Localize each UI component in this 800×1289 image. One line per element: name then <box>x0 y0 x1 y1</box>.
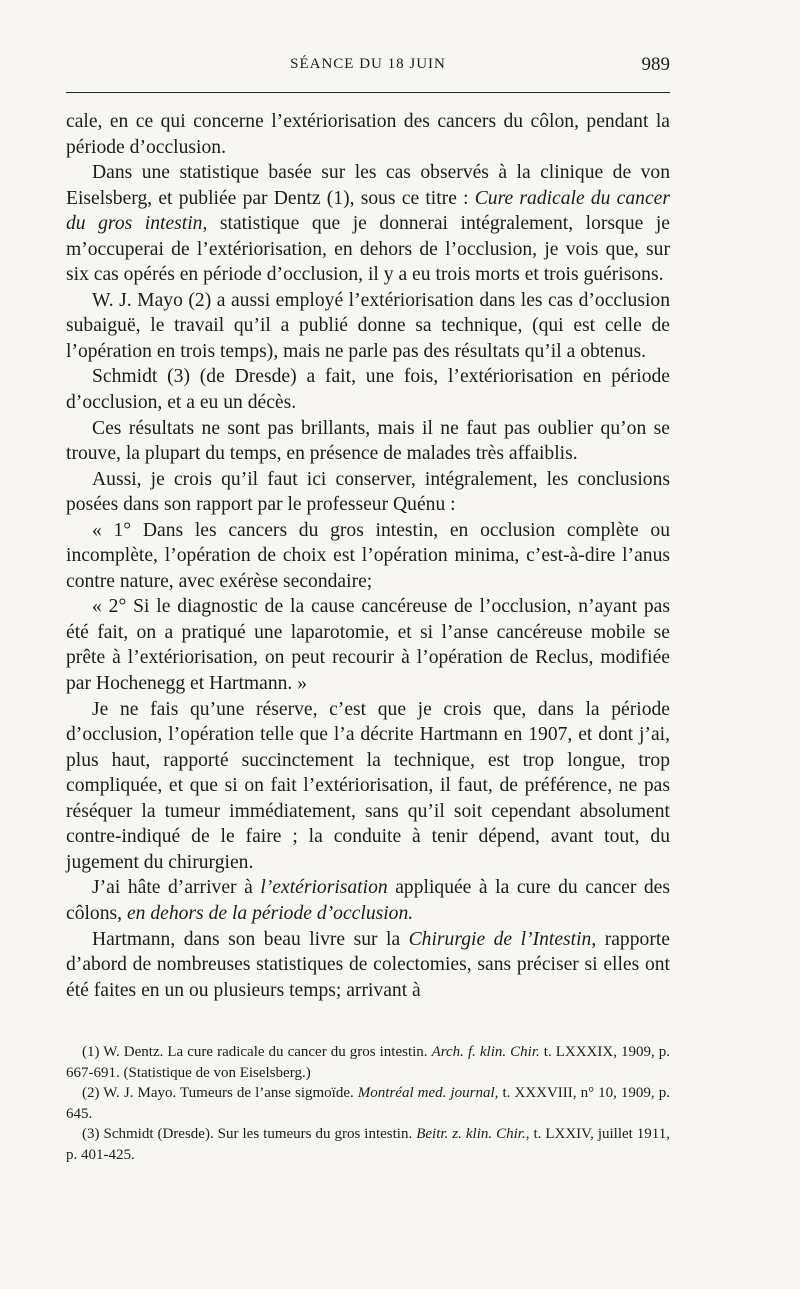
paragraph-10-italic-d: en dehors de la période d’occlusion. <box>126 902 414 924</box>
paragraph-10-italic-b: l’extériorisation <box>260 877 388 899</box>
running-head <box>66 52 670 82</box>
paragraph-11 <box>66 927 670 1004</box>
paragraph-2 <box>66 160 670 288</box>
running-head-title: SÉANCE DU 18 JUIN <box>290 56 446 72</box>
paragraph-2-text-a: Dans une statistique basée sur les cas observés à la clinique de von Eiselsberg, et publiée par Dentz (1), sous ce titre : <box>66 162 670 209</box>
footnote-2 <box>66 1083 670 1124</box>
footnote-1 <box>66 1042 670 1083</box>
paragraph-11-italic-b: Chirurgie de l’Intestin <box>408 928 592 950</box>
paragraph-1: cale, en ce qui concerne l’extériorisation des cancers du côlon, pendant la période d’occlusion. <box>66 111 670 158</box>
paragraph-9: Je ne fais qu’une réserve, c’est que je crois que, dans la période d’occlusion, l’opération telle que l’a décrite Hartmann en 1907, et dont j’ai, plus haut, rapporté succinctement la technique, est trop longue, trop compliquée, et que si on fait l’extériorisation, il faut, de préférence, ne pas réséquer la tumeur immédiatement, sans qu’il soit cependant absolument contre-indiqué de le faire ; la conduite à tenir dépend, avant tout, du jugement du chirurgien. <box>66 698 670 873</box>
paragraph-10-text-c: appliquée à la cure du cancer des côlons, <box>66 877 671 924</box>
footnote-1-journal: Arch. f. klin. Chir. <box>431 1044 540 1060</box>
footnote-3-journal: Beitr. z. klin. Chir., <box>416 1126 530 1143</box>
paragraph-8-quote: « 2° Si le diagnostic de la cause cancéreuse de l’occlusion, n’ayant pas été fait, on a pratiqué une laparotomie, et si l’anse cancéreuse mobile se prête à l’extériorisation, on peut recourir à l’opération de Reclus, modifiée par Hochenegg et Hartmann. » <box>66 596 670 695</box>
footnote-3 <box>66 1124 670 1165</box>
paragraph-11-text-a: Hartmann, dans son beau livre sur la <box>92 928 409 950</box>
footnote-3-text-c: t. LXXIV, juillet 1911, p. 401-425. <box>66 1126 670 1163</box>
footnote-2-journal: Montréal med. journal, <box>357 1085 499 1102</box>
footnote-1-text-c: t. LXXXIX, 1909, p. 667-691. (Statistique de von Eiselsberg.) <box>66 1044 671 1081</box>
paragraph-11-text-c: , rapporte d’abord de nombreuses statistiques de colectomies, sans préciser si elles ont été faites en un ou plusieurs temps; arrivant à <box>66 928 670 1001</box>
footnote-2-text-c: t. XXXVIII, n° 10, 1909, p. 645. <box>66 1085 670 1122</box>
page-number: 989 <box>641 54 670 75</box>
footnote-1-text-a: (1) W. Dentz. La cure radicale du cancer du gros intestin. <box>82 1044 432 1060</box>
paragraph-5: Ces résultats ne sont pas brillants, mais il ne faut pas oublier qu’on se trouve, la plupart du temps, en présence de malades très affaiblis. <box>66 417 670 465</box>
paragraph-3: W. J. Mayo (2) a aussi employé l’extériorisation dans les cas d’occlusion subaiguë, le travail qu’il a publié donne sa technique, (qui est celle de l’opération en trois temps), mais ne parle pas des résultats qu’il a obtenus. <box>66 289 670 362</box>
paragraph-10-text-a: J’ai hâte d’arriver à <box>92 877 261 899</box>
paragraph-4: Schmidt (3) (de Dresde) a fait, une fois, l’extériorisation en période d’occlusion, et a eu un décès. <box>66 366 670 414</box>
footnote-2-text-a: (2) W. J. Mayo. Tumeurs de l’anse sigmoïde. <box>82 1085 358 1102</box>
header-rule <box>66 92 670 93</box>
paragraph-2-title-italic: Cure radicale du cancer du gros intestin <box>66 187 670 235</box>
footnotes <box>66 1042 670 1166</box>
paragraph-2-text-c: , statistique que je donnerai intégralement, lorsque je m’occuperai de l’extériorisation, en dehors de l’occlusion, je vois que, sur six cas opérés en période d’occlusion, il y a eu trois morts et trois guérisons. <box>66 213 671 286</box>
footnote-3-text-a: (3) Schmidt (Dresde). Sur les tumeurs du gros intestin. <box>82 1126 417 1143</box>
main-text <box>66 109 670 1003</box>
paragraph-10 <box>66 875 670 926</box>
paragraph-7-quote: « 1° Dans les cancers du gros intestin, en occlusion complète ou incomplète, l’opération de choix est l’opération minima, c’est-à-dire l’anus contre nature, avec exérèse secondaire; <box>66 519 670 592</box>
paragraph-6: Aussi, je crois qu’il faut ici conserver, intégralement, les conclusions posées dans son rapport par le professeur Quénu : <box>66 468 670 516</box>
